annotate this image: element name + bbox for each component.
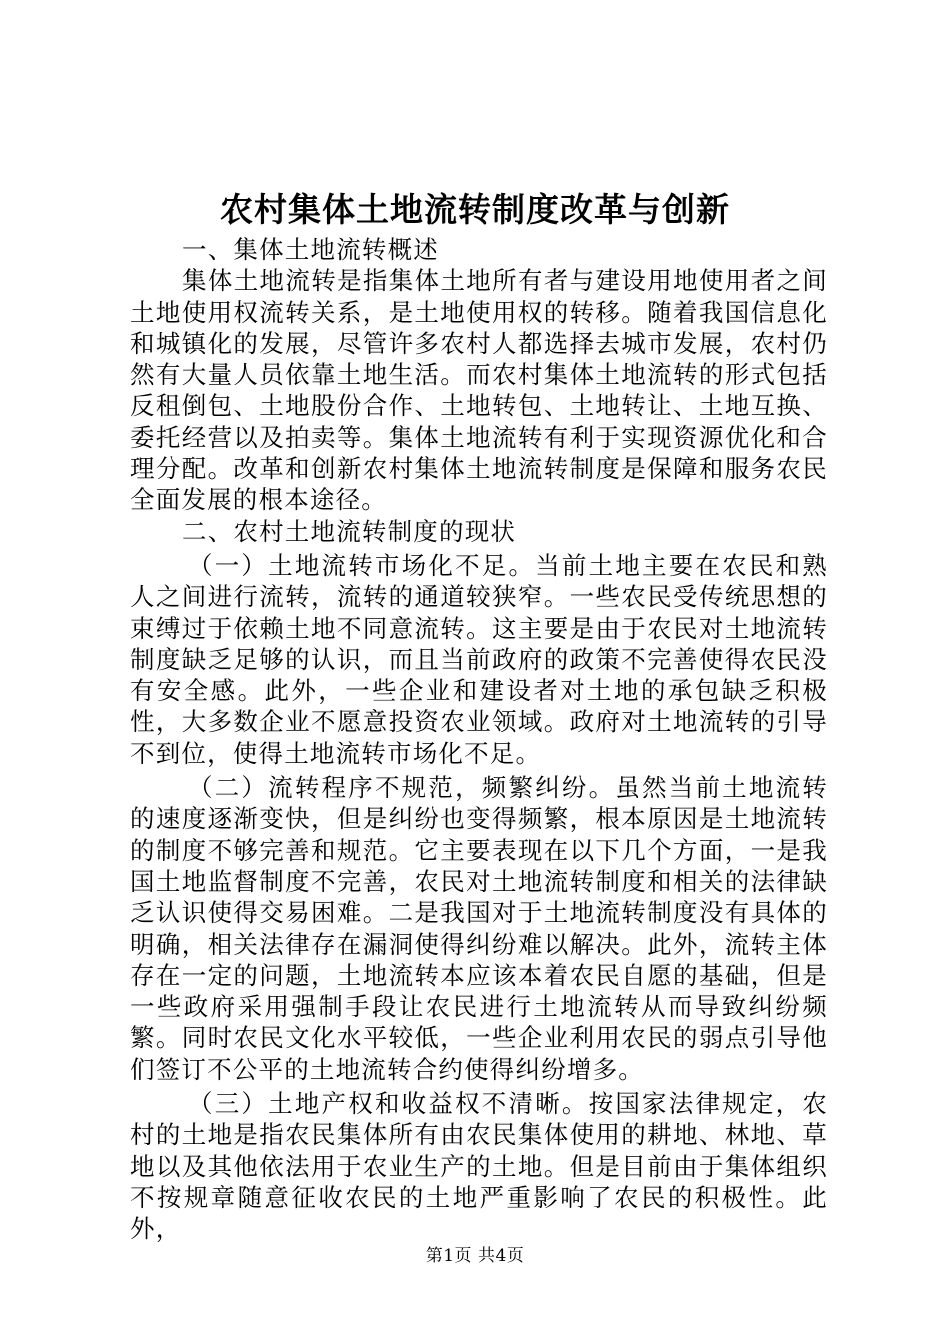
section-2-paragraph-1: （一）土地流转市场化不足。当前土地主要在农民和熟人之间进行流转，流转的通道较狭窄。一些农民受传统思想的束缚过于依赖土地不同意流转。这主要是由于农民对土地流转制度缺乏足够的认识，而且当前政府的政策不完善使得农民没有安全感。此外，一些企业和建设者对土地的承包缺乏积极性，大多数企业不愿意投资农业领域。政府对土地流转的引导不到位，使得土地流转市场化不足。 — [130, 550, 828, 768]
document-body — [130, 234, 828, 1245]
section-heading-1: 一、集体土地流转概述 — [182, 235, 439, 264]
document-title: 农村集体土地流转制度改革与创新 — [220, 190, 730, 229]
section-heading-2: 二、农村土地流转制度的现状 — [182, 516, 517, 546]
section-1-paragraph-1: 集体土地流转是指集体土地所有者与建设用地使用者之间土地使用权流转关系，是土地使用权的转移。随着我国信息化和城镇化的发展，尽管许多农村人都选择去城市发展，农村仍然有大量人员依靠土地生活。而农村集体土地流转的形式包括反租倒包、土地股份合作、土地转包、土地转让、土地互换、委托经营以及拍卖等。集体土地流转有利于实现资源优化和合理分配。改革和创新农村集体土地流转制度是保障和服务农民全面发展的根本途径。 — [130, 266, 828, 515]
section-2-paragraph-2: （二）流转程序不规范，频繁纠纷。虽然当前土地流转的速度逐渐变快，但是纠纷也变得频繁，根本原因是土地流转的制度不够完善和规范。它主要表现在以下几个方面，一是我国土地监督制度不完善，农民对土地流转制度和相关的法律缺乏认识使得交易困难。二是我国对于土地流转制度没有具体的明确，相关法律存在漏洞使得纠纷难以解决。此外，流转主体存在一定的问题，土地流转本应该本着农民自愿的基础，但是一些政府采用强制手段让农民进行土地流转从而导致纠纷频繁。同时农民文化水平较低，一些企业利用农民的弱点引导他们签订不公平的土地流转合约使得纠纷增多。 — [130, 773, 828, 1084]
page-footer: 第1页 共4页 — [425, 1246, 525, 1266]
section-2-paragraph-3: （三）土地产权和收益权不清晰。按国家法律规定，农村的土地是指农民集体所有由农民集体使用的耕地、林地、草地以及其他依法用于农业生产的土地。但是目前由于集体组织不按规章随意征收农民的土地严重影响了农民的积极性。此外， — [130, 1089, 828, 1244]
